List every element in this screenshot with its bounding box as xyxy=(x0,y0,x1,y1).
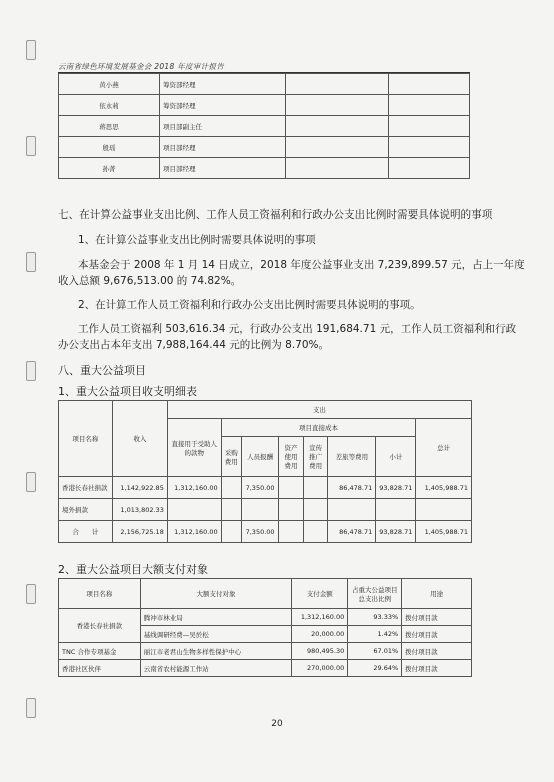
table-row xyxy=(59,609,472,626)
cell-travel xyxy=(328,499,376,521)
col-direct-grant: 直接用于受助人的款物 xyxy=(167,419,221,477)
col-usage: 用途 xyxy=(402,579,472,609)
empty-cell xyxy=(286,74,389,95)
col-amount: 支付金额 xyxy=(292,579,348,609)
col-total: 总计 xyxy=(416,419,472,477)
cell-payee: 丽江市老君山生物多样性保护中心 xyxy=(140,643,292,660)
cell-payee: 云南省农村能源工作站 xyxy=(140,660,292,677)
cell-income: 1,013,802.33 xyxy=(112,499,167,521)
cell-amount: 980,495.30 xyxy=(292,643,348,660)
table-total-row xyxy=(59,521,472,543)
cell-asset xyxy=(279,499,304,521)
table-row xyxy=(59,643,472,660)
large-payment-table xyxy=(58,578,472,677)
cell-subtotal xyxy=(376,499,416,521)
cell-payee: 基线调研经费—吴於松 xyxy=(140,626,292,643)
section-8-sub1: 1、重大公益项目收支明细表 xyxy=(58,385,197,398)
section-7-para1-line2: 收入总额 9,676,513.00 的 74.82%。 xyxy=(58,275,242,287)
cell-staff: 7,350.00 xyxy=(242,521,279,543)
cell-total: 1,405,988.71 xyxy=(416,521,472,543)
table-header-row xyxy=(59,579,472,609)
staff-name: 殷瑶 xyxy=(59,137,160,158)
table-row xyxy=(59,477,472,499)
binder-hole xyxy=(26,361,36,381)
staff-name: 黄小燕 xyxy=(59,74,160,95)
cell-promo xyxy=(303,477,328,499)
cell-staff: 7,350.00 xyxy=(242,477,279,499)
col-payee: 大额支付对象 xyxy=(140,579,292,609)
empty-cell xyxy=(389,116,470,137)
binder-hole xyxy=(26,136,36,156)
cell-subtotal: 93,828.71 xyxy=(376,477,416,499)
cell-total xyxy=(416,499,472,521)
cell-usage: 拨付项目款 xyxy=(402,626,472,643)
cell-income: 1,142,922.85 xyxy=(112,477,167,499)
cell-travel: 86,478.71 xyxy=(328,521,376,543)
staff-name: 孙菁 xyxy=(59,158,160,179)
cell-purchase xyxy=(221,477,241,499)
report-header: 云南省绿色环境发展基金会 2018 年度审计报告 xyxy=(58,62,225,71)
col-travel: 差旅等费用 xyxy=(328,437,376,477)
empty-cell xyxy=(389,74,470,95)
cell-usage: 拨付项目款 xyxy=(402,643,472,660)
section-7-para1-line1: 本基金会于 2008 年 1 月 14 日成立，2018 年度公益事业支出 7,239,899.57 元，占上一年度 xyxy=(78,259,525,271)
empty-cell xyxy=(389,158,470,179)
staff-name: 蒋思思 xyxy=(59,116,160,137)
cell-asset xyxy=(279,521,304,543)
col-promo: 宣传推广费用 xyxy=(303,437,328,477)
col-direct-cost: 项目直接成本 xyxy=(221,419,416,437)
page-number: 20 xyxy=(271,719,283,729)
table-row xyxy=(59,158,470,179)
cell-project: TNC 合作专项基金 xyxy=(59,643,141,660)
binder-hole xyxy=(26,698,36,718)
cell-project: 香港长春社捐款 xyxy=(59,477,113,499)
section-7-sub1: 1、在计算公益事业支出比例时需要具体说明的事项 xyxy=(78,234,316,246)
cell-project: 香港长春社捐款 xyxy=(59,609,141,643)
table-row xyxy=(59,499,472,521)
binder-hole xyxy=(26,40,36,60)
cell-payee: 腾冲市林业局 xyxy=(140,609,292,626)
table-row xyxy=(59,95,470,116)
col-project: 项目名称 xyxy=(59,401,113,477)
col-purchase: 采购费用 xyxy=(221,437,241,477)
staff-role: 项目部经理 xyxy=(160,158,286,179)
col-expense: 支出 xyxy=(167,401,471,419)
col-staff: 人员报酬 xyxy=(242,437,279,477)
table-row xyxy=(59,74,470,95)
project-income-expense-table xyxy=(58,400,472,543)
cell-usage: 拨付项目款 xyxy=(402,609,472,626)
cell-project: 合 计 xyxy=(59,521,113,543)
cell-ratio: 1.42% xyxy=(348,626,402,643)
empty-cell xyxy=(389,137,470,158)
cell-ratio: 67.01% xyxy=(348,643,402,660)
col-income: 收入 xyxy=(112,401,167,477)
cell-subtotal: 93,828.71 xyxy=(376,521,416,543)
cell-amount: 20,000.00 xyxy=(292,626,348,643)
section-8-title: 八、重大公益项目 xyxy=(58,364,146,377)
col-subtotal: 小计 xyxy=(376,437,416,477)
cell-project: 境外捐款 xyxy=(59,499,113,521)
cell-amount: 1,312,160.00 xyxy=(292,609,348,626)
binder-hole xyxy=(26,472,36,492)
section-7-title: 七、在计算公益事业支出比例、工作人员工资福利和行政办公支出比例时需要具体说明的事项 xyxy=(58,209,493,221)
empty-cell xyxy=(286,158,389,179)
cell-amount: 270,000.00 xyxy=(292,660,348,677)
col-project: 项目名称 xyxy=(59,579,141,609)
empty-cell xyxy=(286,95,389,116)
table-row xyxy=(59,137,470,158)
section-8-sub2: 2、重大公益项目大额支付对象 xyxy=(58,563,208,576)
cell-usage: 拨付项目款 xyxy=(402,660,472,677)
staff-role: 筹资部经理 xyxy=(160,95,286,116)
cell-grant xyxy=(167,499,221,521)
cell-staff xyxy=(242,499,279,521)
table-row xyxy=(59,660,472,677)
cell-travel: 86,478.71 xyxy=(328,477,376,499)
cell-total: 1,405,988.71 xyxy=(416,477,472,499)
cell-ratio: 29.64% xyxy=(348,660,402,677)
cell-project: 香港社区伙伴 xyxy=(59,660,141,677)
empty-cell xyxy=(286,116,389,137)
cell-purchase xyxy=(221,521,241,543)
empty-cell xyxy=(286,137,389,158)
col-asset: 资产使用费用 xyxy=(279,437,304,477)
cell-purchase xyxy=(221,499,241,521)
binder-hole xyxy=(26,584,36,604)
table-row xyxy=(59,116,470,137)
cell-promo xyxy=(303,499,328,521)
section-7-para2-line2: 办公支出占本年支出 7,988,164.44 元的比例为 8.70%。 xyxy=(58,339,330,351)
cell-grant: 1,312,160.00 xyxy=(167,477,221,499)
staff-role: 项目部经理 xyxy=(160,137,286,158)
staff-role: 项目部副主任 xyxy=(160,116,286,137)
cell-asset xyxy=(279,477,304,499)
staff-role: 筹资部经理 xyxy=(160,74,286,95)
section-7-para2-line1: 工作人员工资福利 503,616.34 元，行政办公支出 191,684.71 元，工作人员工资福利和行政 xyxy=(78,323,517,335)
cell-ratio: 93.33% xyxy=(348,609,402,626)
section-7-sub2: 2、在计算工作人员工资福利和行政办公支出比例时需要具体说明的事项。 xyxy=(78,299,421,311)
empty-cell xyxy=(389,95,470,116)
cell-promo xyxy=(303,521,328,543)
staff-name: 依永莉 xyxy=(59,95,160,116)
col-ratio: 占重大公益项目总支出比例 xyxy=(348,579,402,609)
binder-hole xyxy=(26,252,36,272)
staff-table xyxy=(58,73,470,179)
table-header-row xyxy=(59,401,472,419)
cell-grant: 1,312,160.00 xyxy=(167,521,221,543)
cell-income: 2,156,725.18 xyxy=(112,521,167,543)
